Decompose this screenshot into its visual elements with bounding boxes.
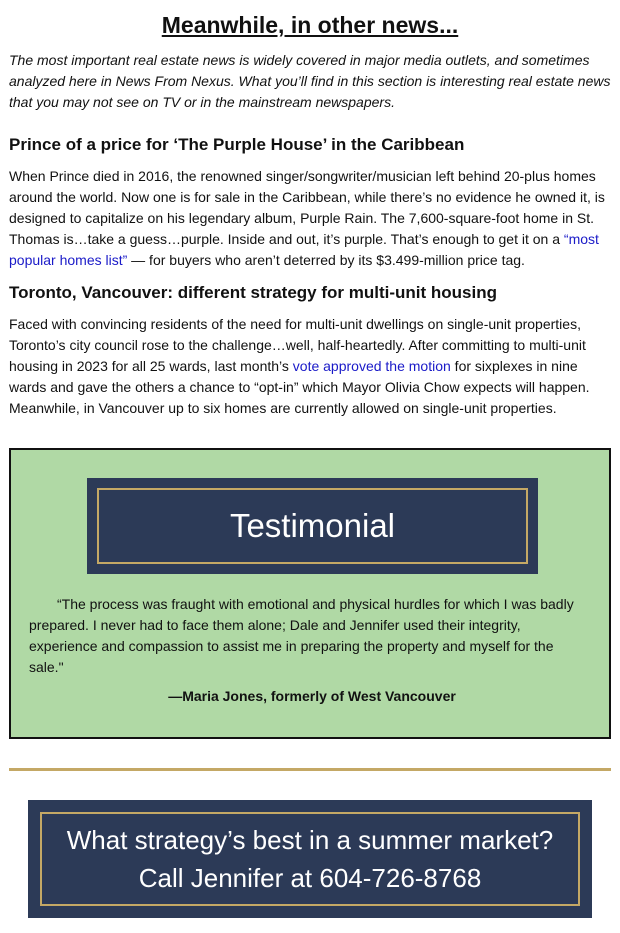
- cta-line-phone: Call Jennifer at 604-726-8768: [138, 863, 482, 893]
- testimonial-quote: “The process was fraught with emotional and physical hurdles for which I was badly prepared. I never had to face them alone; Dale and Jennifer used their integrity, experience and compassion to assist me in preparing the property and myself for the sale.": [29, 596, 574, 675]
- cta-line-question: What strategy’s best in a summer market?: [66, 825, 554, 855]
- section-title: Meanwhile, in other news...: [161, 12, 459, 38]
- gold-divider: [9, 768, 611, 771]
- testimonial-attribution: —Maria Jones, formerly of West Vancouver: [168, 688, 456, 704]
- intro-paragraph: The most important real estate news is widely covered in major media outlets, and sometimes analyzed here in News From Nexus. What you’ll find in this section is interesting real estate news that you may not see on TV or in the mainstream newspapers.: [9, 52, 611, 110]
- article-body: [9, 314, 613, 419]
- article-text: Faced with convincing residents of the need for multi-unit dwellings on single-unit properties, Toronto’s city council rose to the challenge…well, half-heartedly. After committing to multi-unit housing in 2023 for all 25 wards, last month’s: [9, 316, 586, 374]
- testimonial-badge-frame: [97, 488, 528, 564]
- testimonial-box: [9, 448, 611, 739]
- article-body: [9, 166, 613, 271]
- article-text: for sixplexes in nine wards and gave the others a chance to “opt-in” which Mayor Olivia Chow expects will happen. Meanwhile, in Vancouver up to six homes are currently allowed on single-unit properties.: [9, 358, 590, 416]
- article-text: When Prince died in 2016, the renowned singer/songwriter/musician left behind 20-plus homes around the world. Now one is for sale in the Caribbean, while there’s no evidence he owned it, is designed to capitalize on his legendary album, Purple Rain. The 7,600-square-foot home in St. Thomas is…take a guess…purple. Inside and out, it’s purple. That’s enough to get it on a: [9, 168, 605, 247]
- testimonial-heading: Testimonial: [229, 507, 396, 544]
- article-title: Toronto, Vancouver: different strategy for multi-unit housing: [9, 283, 497, 302]
- vote-approved-motion-link[interactable]: vote approved the motion: [292, 358, 451, 374]
- testimonial-badge: [87, 478, 538, 574]
- call-jennifer-banner[interactable]: [28, 800, 592, 918]
- article-text: — for buyers who aren’t deterred by its $3.499-million price tag.: [127, 252, 525, 268]
- article-title: Prince of a price for ‘The Purple House’ in the Caribbean: [9, 135, 465, 154]
- most-popular-homes-link[interactable]: “most popular homes list”: [9, 231, 599, 268]
- call-jennifer-banner-frame: [40, 812, 580, 906]
